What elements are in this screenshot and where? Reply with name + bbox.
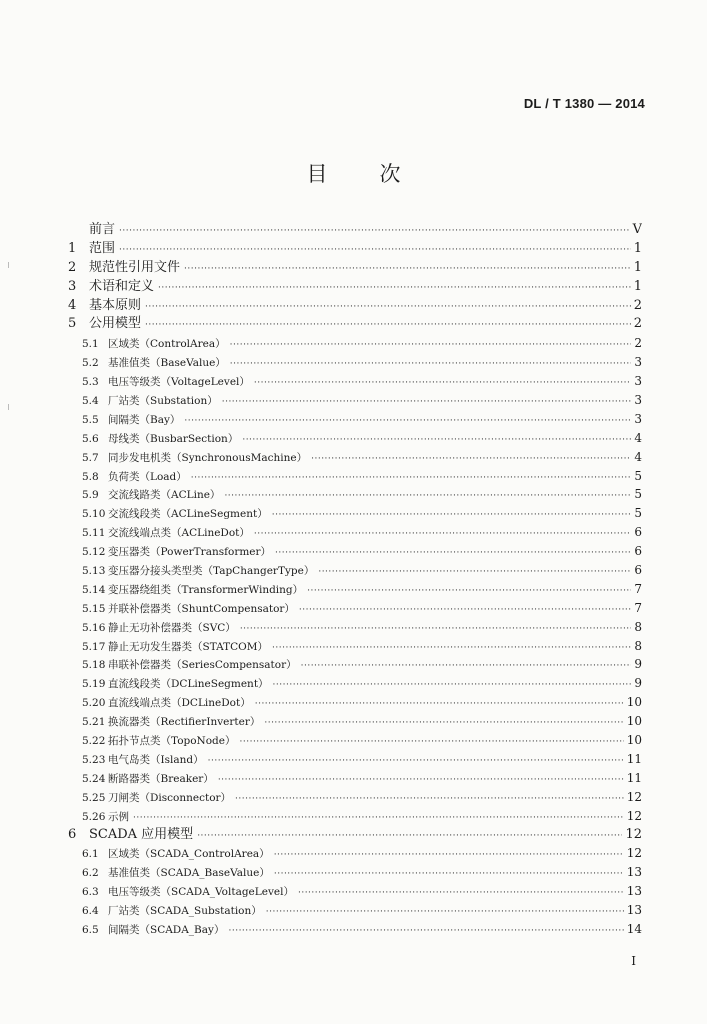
toc-entry-number: 1: [68, 240, 77, 256]
toc-entry-number: 5.12: [82, 546, 106, 559]
toc-leader-dots: [318, 563, 631, 580]
toc-entry-page: 6: [634, 544, 642, 559]
toc-leader-dots: [191, 469, 631, 486]
toc-leader-dots: [224, 487, 631, 504]
toc-entry-page: 12: [626, 789, 642, 804]
toc-entry-number: 4: [68, 297, 77, 313]
toc-entry[interactable]: [68, 221, 642, 240]
toc-entry[interactable]: [68, 504, 642, 523]
toc-leader-dots: [230, 336, 631, 353]
toc-entry-page: 9: [634, 676, 642, 691]
toc-entry-number: 5.20: [82, 697, 106, 710]
toc-entry-number: 5.5: [82, 413, 99, 426]
toc-leader-dots: [264, 714, 623, 731]
toc-entry[interactable]: [68, 769, 642, 788]
toc-entry-label: 串联补偿器类（SeriesCompensator）: [108, 659, 297, 672]
toc-entry-number: 5.13: [82, 565, 106, 578]
toc-entry-number: 5.16: [82, 621, 106, 634]
toc-leader-dots: [145, 298, 631, 316]
toc-entry-label: 间隔类（Bay）: [108, 413, 181, 426]
toc-entry-number: 6.3: [82, 886, 99, 899]
toc-entry-label: 区域类（ControlArea）: [108, 338, 226, 351]
toc-entry-page: 6: [634, 525, 642, 540]
toc-entry-page: 7: [634, 581, 642, 596]
toc-entry-label: 换流器类（RectifierInverter）: [108, 716, 261, 729]
toc-entry-number: 5.8: [82, 470, 99, 483]
toc-entry-page: V: [632, 222, 642, 237]
toc-entry-number: 6.4: [82, 905, 99, 918]
toc-entry-page: 8: [634, 638, 642, 653]
toc-entry-page: 3: [634, 374, 642, 389]
toc-entry[interactable]: [68, 391, 642, 410]
toc-entry-number: 2: [68, 259, 77, 275]
toc-entry-page: 3: [634, 411, 642, 426]
toc-entry-label: 直流线段类（DCLineSegment）: [108, 678, 269, 691]
toc-entry-page: 12: [626, 846, 642, 861]
toc-leader-dots: [240, 620, 631, 637]
toc-leader-dots: [298, 884, 624, 901]
toc-leader-dots: [242, 431, 631, 448]
toc-entry[interactable]: [68, 693, 642, 712]
toc-entry[interactable]: [68, 334, 642, 353]
toc-entry-label: 变压器绕组类（TransformerWinding）: [108, 583, 304, 596]
toc-entry-label: 交流线路类（ACLine）: [108, 489, 221, 502]
toc-leader-dots: [240, 733, 624, 750]
page-number: I: [631, 954, 636, 968]
scan-mark: [8, 404, 9, 410]
toc-leader-dots: [158, 279, 631, 297]
toc-entry[interactable]: [68, 901, 642, 920]
toc-entry-number: 5.19: [82, 678, 106, 691]
toc-entry-page: 13: [626, 865, 642, 880]
toc-entry[interactable]: [68, 618, 642, 637]
toc-entry-label: 间隔类（SCADA_Bay）: [108, 923, 225, 936]
toc-entry-label: 基准值类（SCADA_BaseValue）: [108, 867, 270, 880]
toc-entry-number: 6.1: [82, 848, 99, 861]
toc-entry-label: 电压等级类（SCADA_VoltageLevel）: [108, 886, 294, 899]
toc-entry-page: 14: [626, 921, 642, 936]
toc-entry[interactable]: [68, 882, 642, 901]
toc-entry-label: 基准值类（BaseValue）: [108, 357, 226, 370]
toc-leader-dots: [272, 639, 631, 656]
table-of-contents: [68, 221, 642, 939]
toc-leader-dots: [311, 450, 631, 467]
toc-entry-number: 5.18: [82, 659, 106, 672]
toc-entry-page: 4: [634, 449, 642, 464]
toc-entry-number: 3: [68, 278, 77, 294]
toc-leader-dots: [235, 790, 624, 807]
toc-entry[interactable]: [68, 863, 642, 882]
toc-entry-label: 术语和定义: [89, 278, 155, 294]
toc-entry-page: 1: [633, 278, 642, 294]
toc-leader-dots: [307, 582, 631, 599]
toc-entry-number: 5.7: [82, 451, 99, 464]
toc-entry-number: 5.17: [82, 640, 106, 653]
toc-entry-page: 2: [634, 336, 642, 351]
toc-entry-label: 刀闸类（Disconnector）: [108, 791, 232, 804]
toc-entry-page: 13: [626, 903, 642, 918]
title-char-2: 次: [379, 162, 401, 186]
toc-entry[interactable]: [68, 674, 642, 693]
toc-entry-label: 公用模型: [89, 316, 142, 332]
toc-entry[interactable]: [68, 655, 642, 674]
toc-entry[interactable]: [68, 467, 642, 486]
toc-entry-label: 电气岛类（Island）: [108, 753, 204, 766]
toc-entry[interactable]: [68, 580, 642, 599]
toc-entry-page: 10: [626, 733, 642, 748]
toc-entry-number: 5.23: [82, 753, 106, 766]
toc-entry-number: 6.5: [82, 923, 99, 936]
toc-entry-page: 12: [626, 808, 642, 823]
scan-mark: [8, 262, 9, 268]
toc-entry[interactable]: [68, 788, 642, 807]
toc-entry[interactable]: [68, 448, 642, 467]
title-char-1: 目: [306, 162, 328, 186]
toc-entry-label: 区域类（SCADA_ControlArea）: [108, 848, 270, 861]
toc-leader-dots: [119, 222, 630, 240]
toc-entry-label: 断路器类（Breaker）: [108, 772, 214, 785]
toc-entry-label: 变压器分接头类型类（TapChangerType）: [108, 565, 315, 578]
toc-entry-page: 10: [626, 714, 642, 729]
toc-entry-page: 5: [634, 468, 642, 483]
toc-leader-dots: [254, 374, 631, 391]
toc-entry-page: 10: [626, 695, 642, 710]
toc-leader-dots: [254, 525, 631, 542]
toc-entry-label: 直流线端点类（DCLineDot）: [108, 697, 251, 710]
toc-entry-page: 1: [633, 259, 642, 275]
toc-entry[interactable]: [68, 372, 642, 391]
toc-entry-label: 同步发电机类（SynchronousMachine）: [108, 451, 308, 464]
toc-leader-dots: [228, 922, 623, 939]
toc-entry-number: 5.21: [82, 716, 106, 729]
toc-entry[interactable]: [68, 920, 642, 939]
toc-leader-dots: [274, 865, 624, 882]
toc-entry-page: 2: [633, 316, 642, 332]
toc-leader-dots: [222, 393, 631, 410]
toc-entry-label: 规范性引用文件: [89, 259, 181, 275]
toc-entry[interactable]: [68, 807, 642, 826]
toc-entry-page: 8: [634, 619, 642, 634]
toc-entry-page: 13: [626, 884, 642, 899]
toc-entry[interactable]: [68, 750, 642, 769]
toc-entry-page: 3: [634, 355, 642, 370]
toc-leader-dots: [266, 903, 624, 920]
toc-entry-number: 5.4: [82, 395, 99, 408]
toc-leader-dots: [133, 809, 624, 826]
toc-entry-number: 5.24: [82, 772, 106, 785]
toc-leader-dots: [218, 771, 624, 788]
toc-entry-label: 母线类（BusbarSection）: [108, 432, 239, 445]
toc-entry-number: 5.14: [82, 583, 106, 596]
toc-entry-label: 基本原则: [89, 297, 142, 313]
standard-number: DL / T 1380 — 2014: [523, 96, 645, 111]
toc-entry[interactable]: [68, 731, 642, 750]
toc-entry[interactable]: [68, 485, 642, 504]
toc-entry-number: 5.6: [82, 432, 99, 445]
toc-entry-number: 6: [68, 826, 77, 842]
toc-entry-page: 5: [634, 506, 642, 521]
toc-leader-dots: [301, 657, 631, 674]
toc-leader-dots: [275, 544, 631, 561]
toc-entry-number: 5.26: [82, 810, 106, 823]
toc-entry-page: 2: [633, 297, 642, 313]
toc-entry[interactable]: [68, 240, 642, 259]
toc-entry[interactable]: [68, 353, 642, 372]
toc-entry[interactable]: [68, 826, 642, 845]
toc-entry-page: 4: [634, 430, 642, 445]
toc-entry-page: 3: [634, 393, 642, 408]
toc-entry-label: 静止无功发生器类（STATCOM）: [108, 640, 269, 653]
toc-entry[interactable]: [68, 637, 642, 656]
toc-leader-dots: [208, 752, 624, 769]
toc-leader-dots: [272, 506, 631, 523]
toc-entry-number: 5.22: [82, 735, 106, 748]
toc-leader-dots: [145, 316, 631, 334]
toc-leader-dots: [184, 412, 631, 429]
toc-entry-label: 负荷类（Load）: [108, 470, 187, 483]
toc-entry[interactable]: [68, 844, 642, 863]
toc-entry-number: 5.3: [82, 376, 99, 389]
toc-entry-number: 5.2: [82, 357, 99, 370]
toc-entry-page: 12: [625, 826, 642, 842]
toc-entry-page: 1: [633, 240, 642, 256]
toc-entry[interactable]: [68, 523, 642, 542]
toc-entry-label: SCADA 应用模型: [89, 826, 194, 842]
toc-entry-label: 并联补偿器类（ShuntCompensator）: [108, 602, 295, 615]
toc-entry[interactable]: [68, 259, 642, 278]
toc-entry-number: 5.1: [82, 338, 99, 351]
toc-entry-label: 交流线段类（ACLineSegment）: [108, 508, 268, 521]
toc-entry-page: 6: [634, 563, 642, 578]
toc-entry-label: 示例: [108, 810, 129, 823]
toc-entry-label: 厂站类（Substation）: [108, 395, 218, 408]
toc-leader-dots: [197, 827, 622, 845]
toc-entry-page: 11: [626, 770, 642, 785]
toc-entry-page: 11: [626, 751, 642, 766]
toc-entry-number: 5.11: [82, 527, 106, 540]
toc-leader-dots: [230, 355, 631, 372]
toc-leader-dots: [299, 601, 631, 618]
toc-entry-number: 5: [68, 316, 77, 332]
toc-entry[interactable]: [68, 410, 642, 429]
toc-entry[interactable]: [68, 561, 642, 580]
toc-entry-label: 交流线端点类（ACLineDot）: [108, 527, 250, 540]
toc-entry-number: 5.25: [82, 791, 106, 804]
toc-entry-label: 电压等级类（VoltageLevel）: [108, 376, 250, 389]
toc-entry[interactable]: [68, 278, 642, 297]
toc-entry-label: 静止无功补偿器类（SVC）: [108, 621, 236, 634]
toc-entry-page: 5: [634, 487, 642, 502]
toc-leader-dots: [255, 695, 624, 712]
toc-leader-dots: [273, 676, 631, 693]
toc-entry-number: 5.9: [82, 489, 99, 502]
toc-entry[interactable]: [68, 542, 642, 561]
toc-entry-page: 7: [634, 600, 642, 615]
toc-entry[interactable]: [68, 599, 642, 618]
toc-leader-dots: [119, 241, 631, 259]
toc-entry-label: 变压器类（PowerTransformer）: [108, 546, 272, 559]
toc-entry[interactable]: [68, 297, 642, 316]
toc-leader-dots: [274, 846, 624, 863]
toc-entry-page: 9: [634, 657, 642, 672]
toc-entry[interactable]: [68, 315, 642, 334]
toc-entry-number: 5.15: [82, 602, 106, 615]
toc-entry-label: 范围: [89, 240, 116, 256]
page-title: [0, 158, 707, 188]
toc-leader-dots: [184, 260, 631, 278]
toc-entry[interactable]: [68, 429, 642, 448]
toc-entry-label: 前言: [89, 222, 116, 237]
toc-entry-number: 5.10: [82, 508, 106, 521]
toc-entry-number: 6.2: [82, 867, 99, 880]
toc-entry[interactable]: [68, 712, 642, 731]
toc-entry-label: 厂站类（SCADA_Substation）: [108, 905, 262, 918]
toc-entry-label: 拓扑节点类（TopoNode）: [108, 735, 236, 748]
